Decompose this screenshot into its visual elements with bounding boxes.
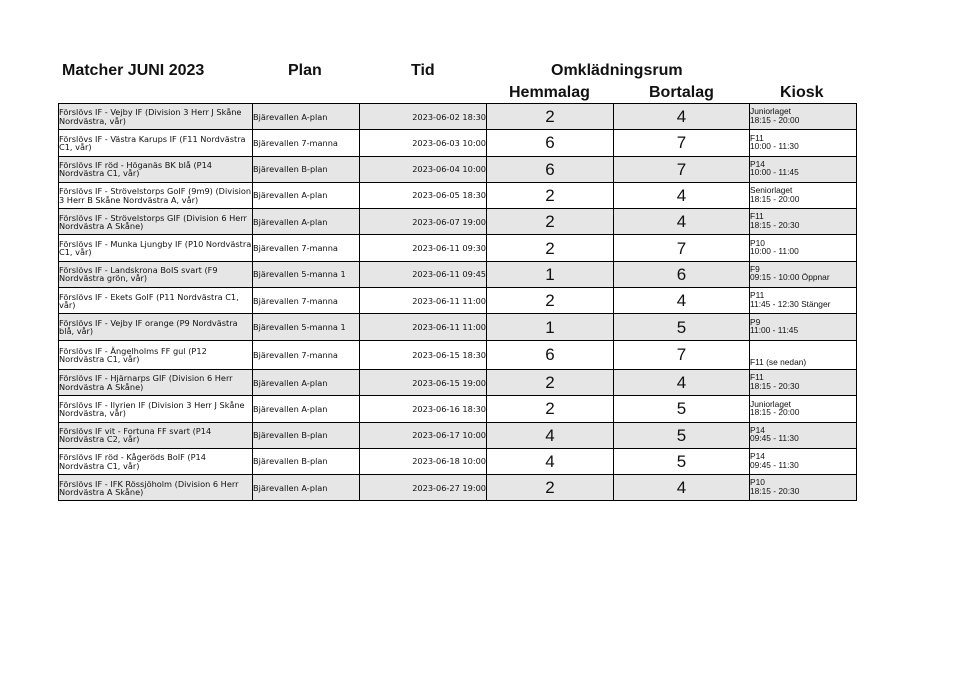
page-title: Matcher JUNI 2023 <box>62 62 205 79</box>
bortalag-cell: 6 <box>614 261 750 287</box>
column-group-header-omkladningsrum: Omklädningsrum <box>551 62 683 79</box>
hemmalag-cell: 2 <box>487 104 614 130</box>
hemmalag-cell: 6 <box>487 130 614 156</box>
kiosk-cell <box>750 448 857 474</box>
match-cell: Förslövs IF - Strövelstorps GIF (Division 6 Herr Nordvästra A Skåne) <box>59 209 253 235</box>
kiosk-team: P11 <box>750 290 765 301</box>
kiosk-team: F11 <box>750 132 764 143</box>
hemmalag-cell: 4 <box>487 422 614 448</box>
kiosk-team: F11 <box>750 372 764 383</box>
kiosk-cell <box>750 369 857 395</box>
kiosk-team: Juniorlaget <box>750 106 791 117</box>
kiosk-time: 18:15 - 20:30 <box>750 219 800 230</box>
tid-cell: 2023-06-05 18:30 <box>360 182 487 208</box>
bortalag-cell: 4 <box>614 288 750 314</box>
kiosk-team: P14 <box>750 451 765 462</box>
tid-cell: 2023-06-17 10:00 <box>360 422 487 448</box>
tid-cell: 2023-06-18 10:00 <box>360 448 487 474</box>
column-header-kiosk: Kiosk <box>780 84 824 101</box>
hemmalag-cell: 2 <box>487 369 614 395</box>
match-cell: Förslövs IF vit - Fortuna FF svart (P14 Nordvästra C2, vår) <box>59 422 253 448</box>
kiosk-time: 10:00 - 11:30 <box>750 140 799 151</box>
bortalag-cell: 4 <box>614 182 750 208</box>
bortalag-cell: 7 <box>614 235 750 261</box>
match-cell: Förslövs IF - Vejby IF orange (P9 Nordvästra blå, vår) <box>59 314 253 340</box>
bortalag-cell: 7 <box>614 130 750 156</box>
match-cell: Förslövs IF - Västra Karups IF (F11 Nordvästra C1, vår) <box>59 130 253 156</box>
hemmalag-cell: 2 <box>487 209 614 235</box>
kiosk-time: F11 (se nedan) <box>750 356 807 367</box>
table-row <box>59 475 857 501</box>
bortalag-cell: 4 <box>614 104 750 130</box>
table-row <box>59 448 857 474</box>
kiosk-cell <box>750 156 857 182</box>
bortalag-cell: 5 <box>614 396 750 422</box>
plan-cell: Bjärevallen 5-manna 1 <box>253 314 360 340</box>
match-cell: Förslövs IF röd - Höganäs BK blå (P14 Nordvästra C1, vår) <box>59 156 253 182</box>
kiosk-time: 10:00 - 11:00 <box>750 246 799 257</box>
kiosk-team: P10 <box>750 477 765 488</box>
bortalag-cell: 4 <box>614 209 750 235</box>
kiosk-time: 09:45 - 11:30 <box>750 459 799 470</box>
kiosk-team: Seniorlaget <box>750 185 793 196</box>
match-cell: Förslövs IF - Ilyrien IF (Division 3 Herr J Skåne Nordvästra, vår) <box>59 396 253 422</box>
kiosk-cell <box>750 475 857 501</box>
match-cell: Förslövs IF - Hjärnarps GIF (Division 6 Herr Nordvästra A Skåne) <box>59 369 253 395</box>
kiosk-time: 18:15 - 20:00 <box>750 114 800 125</box>
kiosk-cell <box>750 314 857 340</box>
hemmalag-cell: 2 <box>487 182 614 208</box>
kiosk-team: F9 <box>750 264 760 275</box>
table-row <box>59 422 857 448</box>
tid-cell: 2023-06-27 19:00 <box>360 475 487 501</box>
tid-cell: 2023-06-02 18:30 <box>360 104 487 130</box>
table-row <box>59 261 857 287</box>
tid-cell: 2023-06-11 11:00 <box>360 288 487 314</box>
match-cell: Förslövs IF - Landskrona BoIS svart (F9 Nordvästra grön, vår) <box>59 261 253 287</box>
bortalag-cell: 5 <box>614 448 750 474</box>
kiosk-team: Juniorlaget <box>750 398 791 409</box>
bortalag-cell: 7 <box>614 340 750 369</box>
hemmalag-cell: 1 <box>487 314 614 340</box>
match-cell: Förslövs IF - Ekets GoIF (P11 Nordvästra C1, vår) <box>59 288 253 314</box>
table-row <box>59 235 857 261</box>
kiosk-time: 18:15 - 20:00 <box>750 193 800 204</box>
hemmalag-cell: 2 <box>487 235 614 261</box>
kiosk-time: 18:15 - 20:00 <box>750 406 800 417</box>
tid-cell: 2023-06-15 18:30 <box>360 340 487 369</box>
plan-cell: Bjärevallen 7-manna <box>253 340 360 369</box>
plan-cell: Bjärevallen A-plan <box>253 369 360 395</box>
plan-cell: Bjärevallen B-plan <box>253 422 360 448</box>
hemmalag-cell: 2 <box>487 288 614 314</box>
table-row <box>59 396 857 422</box>
kiosk-time: 09:45 - 11:30 <box>750 433 799 444</box>
tid-cell: 2023-06-04 10:00 <box>360 156 487 182</box>
hemmalag-cell: 2 <box>487 475 614 501</box>
plan-cell: Bjärevallen A-plan <box>253 475 360 501</box>
kiosk-team: P14 <box>750 424 765 435</box>
bortalag-cell: 5 <box>614 422 750 448</box>
hemmalag-cell: 6 <box>487 156 614 182</box>
tid-cell: 2023-06-11 09:30 <box>360 235 487 261</box>
match-schedule-body <box>59 104 857 501</box>
tid-cell: 2023-06-11 11:00 <box>360 314 487 340</box>
plan-cell: Bjärevallen A-plan <box>253 209 360 235</box>
bortalag-cell: 4 <box>614 475 750 501</box>
column-header-hemmalag: Hemmalag <box>509 84 590 101</box>
table-row <box>59 314 857 340</box>
plan-cell: Bjärevallen 7-manna <box>253 288 360 314</box>
plan-cell: Bjärevallen B-plan <box>253 156 360 182</box>
hemmalag-cell: 6 <box>487 340 614 369</box>
table-row <box>59 209 857 235</box>
kiosk-team: F11 <box>750 211 764 222</box>
column-header-bortalag: Bortalag <box>649 84 714 101</box>
kiosk-team: P10 <box>750 237 765 248</box>
kiosk-cell <box>750 130 857 156</box>
match-cell: Förslövs IF - Ängelholms FF gul (P12 Nordvästra C1, vår) <box>59 340 253 369</box>
kiosk-team: P14 <box>750 158 765 169</box>
kiosk-cell <box>750 396 857 422</box>
match-cell: Förslövs IF röd - Kågeröds BoIF (P14 Nordvästra C1, vår) <box>59 448 253 474</box>
kiosk-time: 11:00 - 11:45 <box>750 325 799 336</box>
plan-cell: Bjärevallen 7-manna <box>253 235 360 261</box>
kiosk-time: 10:00 - 11:45 <box>750 167 799 178</box>
match-cell: Förslövs IF - Munka Ljungby IF (P10 Nordvästra C1, vår) <box>59 235 253 261</box>
kiosk-time: 11:45 - 12:30 Stänger <box>750 298 831 309</box>
kiosk-time: 18:15 - 20:30 <box>750 380 800 391</box>
kiosk-cell <box>750 209 857 235</box>
match-cell: Förslövs IF - Vejby IF (Division 3 Herr J Skåne Nordvästra, vår) <box>59 104 253 130</box>
bortalag-cell: 7 <box>614 156 750 182</box>
table-row <box>59 130 857 156</box>
kiosk-cell <box>750 104 857 130</box>
match-schedule-table <box>58 103 857 501</box>
plan-cell: Bjärevallen 5-manna 1 <box>253 261 360 287</box>
hemmalag-cell: 1 <box>487 261 614 287</box>
kiosk-cell <box>750 182 857 208</box>
table-row <box>59 288 857 314</box>
tid-cell: 2023-06-03 10:00 <box>360 130 487 156</box>
tid-cell: 2023-06-15 19:00 <box>360 369 487 395</box>
tid-cell: 2023-06-16 18:30 <box>360 396 487 422</box>
plan-cell: Bjärevallen A-plan <box>253 104 360 130</box>
kiosk-cell <box>750 422 857 448</box>
table-row <box>59 340 857 369</box>
tid-cell: 2023-06-07 19:00 <box>360 209 487 235</box>
kiosk-cell <box>750 261 857 287</box>
table-row <box>59 104 857 130</box>
kiosk-team: P9 <box>750 316 761 327</box>
tid-cell: 2023-06-11 09:45 <box>360 261 487 287</box>
table-row <box>59 156 857 182</box>
match-cell: Förslövs IF - Strövelstorps GoIF (9m9) (Division 3 Herr B Skåne Nordvästra A, vår) <box>59 182 253 208</box>
kiosk-cell <box>750 340 857 369</box>
plan-cell: Bjärevallen A-plan <box>253 396 360 422</box>
hemmalag-cell: 4 <box>487 448 614 474</box>
kiosk-time: 18:15 - 20:30 <box>750 485 800 496</box>
bortalag-cell: 4 <box>614 369 750 395</box>
kiosk-time: 09:15 - 10:00 Öppnar <box>750 272 830 283</box>
plan-cell: Bjärevallen A-plan <box>253 182 360 208</box>
column-header-tid: Tid <box>411 62 435 79</box>
table-row <box>59 182 857 208</box>
hemmalag-cell: 2 <box>487 396 614 422</box>
match-cell: Förslövs IF - IFK Rössjöholm (Division 6 Herr Nordvästra A Skåne) <box>59 475 253 501</box>
column-header-plan: Plan <box>288 62 322 79</box>
plan-cell: Bjärevallen 7-manna <box>253 130 360 156</box>
plan-cell: Bjärevallen B-plan <box>253 448 360 474</box>
bortalag-cell: 5 <box>614 314 750 340</box>
kiosk-cell <box>750 288 857 314</box>
kiosk-cell <box>750 235 857 261</box>
table-row <box>59 369 857 395</box>
